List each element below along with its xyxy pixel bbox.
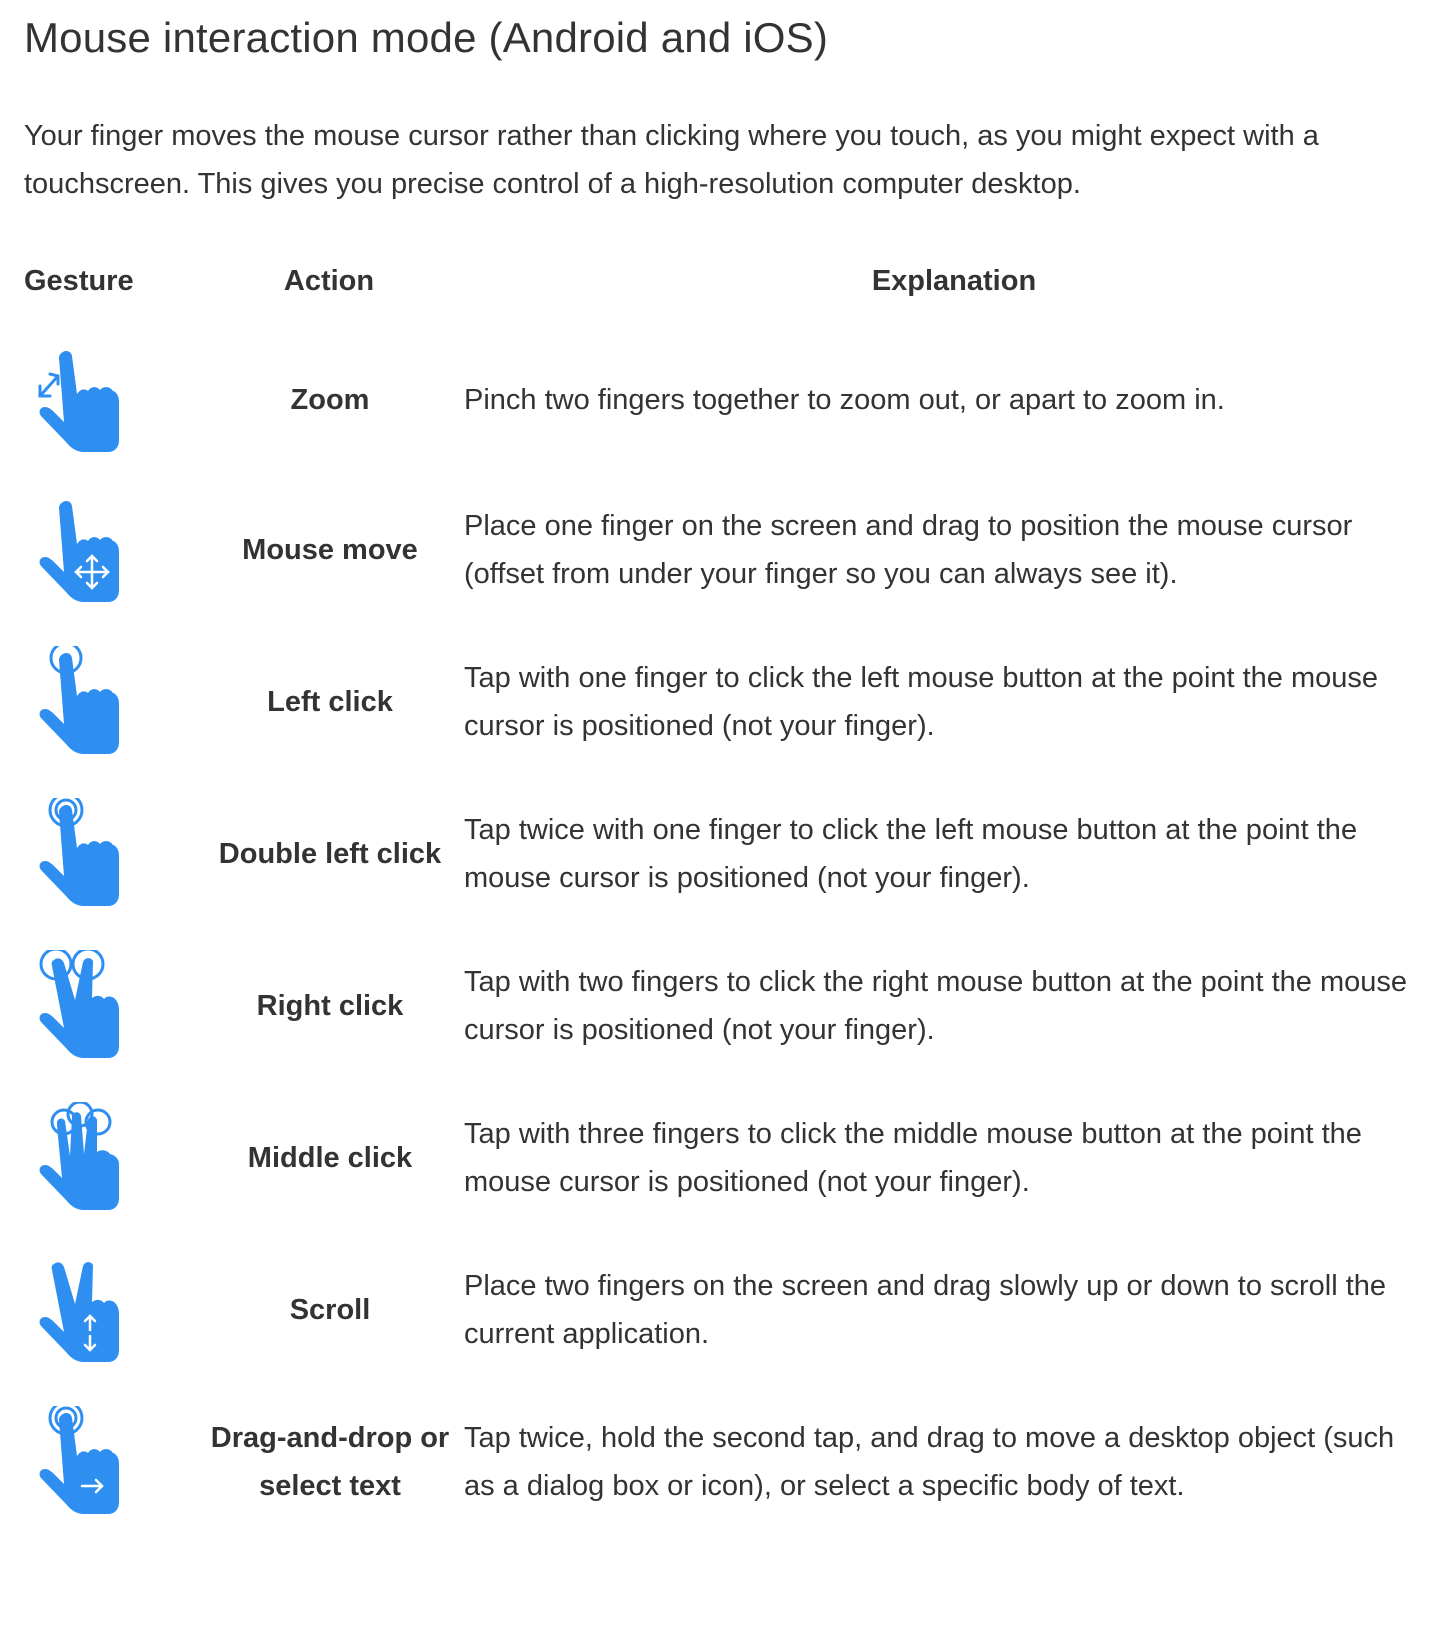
action-label [200, 1384, 460, 1539]
explanation-text: Tap with one finger to click the left mouse button at the point the mouse cursor is positioned (not your finger). [464, 661, 1379, 742]
action-text: Double left click [218, 837, 442, 870]
action-text: Right click [256, 989, 404, 1022]
column-header-explanation: Explanation [871, 265, 1037, 297]
right-click-gesture-icon [30, 928, 140, 1083]
action-text: Drag-and-drop or select text [210, 1421, 450, 1502]
action-text: Zoom [290, 383, 370, 416]
action-text: Mouse move [242, 533, 418, 566]
table-row [0, 624, 1448, 779]
explanation-text: Place one finger on the screen and drag to position the mouse cursor (offset from under your finger so you can always see it). [464, 509, 1353, 590]
double-left-click-gesture-icon [30, 776, 140, 931]
table-row [0, 1384, 1448, 1539]
drag-and-drop-gesture-icon [30, 1384, 140, 1539]
column-header-action: Action [283, 265, 375, 297]
action-text: Scroll [289, 1293, 371, 1326]
explanation-text: Place two fingers on the screen and drag slowly up or down to scroll the current application. [464, 1269, 1387, 1350]
page-title: Mouse interaction mode (Android and iOS) [24, 14, 829, 61]
action-label [200, 928, 460, 1083]
left-click-gesture-icon [30, 624, 140, 779]
explanation-text: Tap with two fingers to click the right mouse button at the point the mouse cursor is positioned (not your finger). [464, 965, 1408, 1046]
table-row [0, 1080, 1448, 1235]
middle-click-gesture-icon [30, 1080, 140, 1235]
table-row [0, 322, 1448, 477]
explanation-text: Tap with three fingers to click the middle mouse button at the point the mouse cursor is positioned (not your finger). [464, 1117, 1362, 1198]
action-label [200, 322, 460, 477]
action-label [200, 624, 460, 779]
explanation-text: Tap twice with one finger to click the left mouse button at the point the mouse cursor is positioned (not your finger). [464, 813, 1358, 894]
table-row [0, 472, 1448, 627]
scroll-gesture-icon [30, 1232, 140, 1387]
action-label [200, 1232, 460, 1387]
action-label [200, 776, 460, 931]
intro-paragraph: Your finger moves the mouse cursor rather than clicking where you touch, as you might expect with a touchscreen. This gives you precise control of a high-resolution computer desktop. [24, 120, 1319, 200]
action-label [200, 1080, 460, 1235]
explanation-text: Tap twice, hold the second tap, and drag to move a desktop object (such as a dialog box or icon), or select a specific body of text. [464, 1421, 1395, 1502]
zoom-gesture-icon [30, 322, 140, 477]
mouse-move-gesture-icon [30, 472, 140, 627]
column-header-gesture: Gesture [24, 265, 134, 297]
table-row [0, 1232, 1448, 1387]
table-row [0, 928, 1448, 1083]
table-row [0, 776, 1448, 931]
action-text: Left click [267, 685, 393, 718]
explanation-text: Pinch two fingers together to zoom out, or apart to zoom in. [464, 383, 1225, 416]
action-label [200, 472, 460, 627]
action-text: Middle click [247, 1141, 413, 1174]
